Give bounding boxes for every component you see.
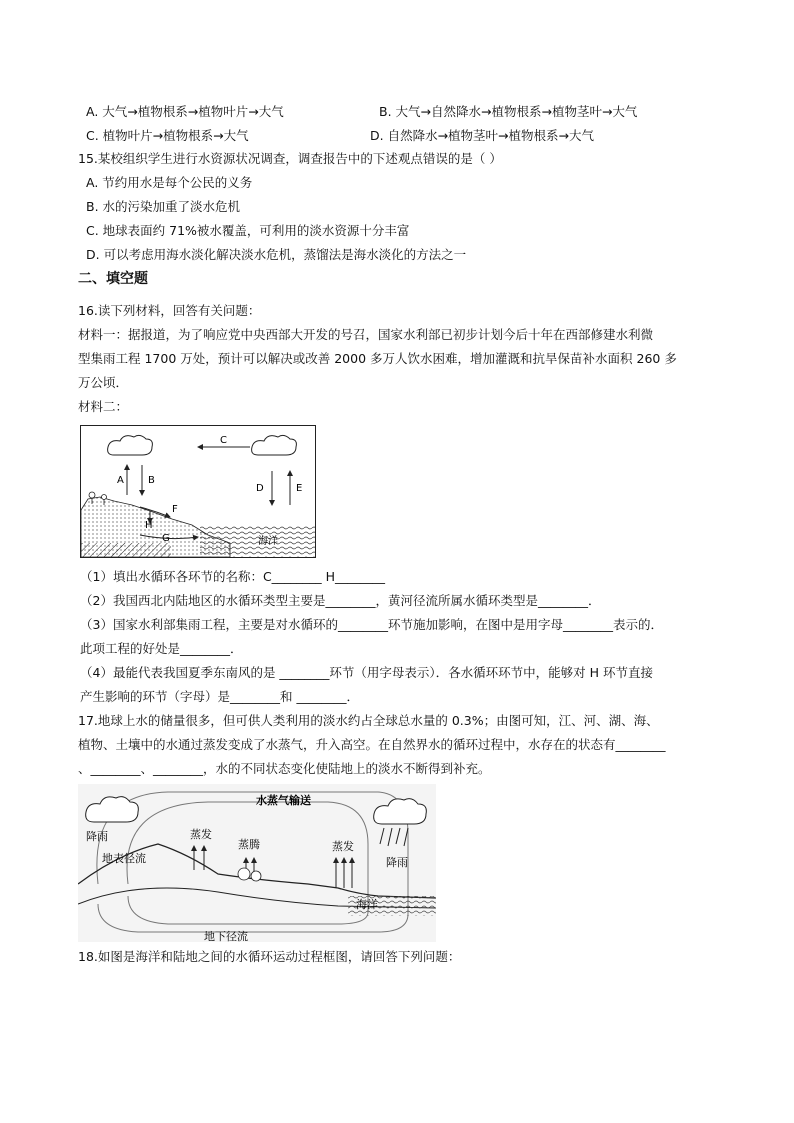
- q16-material2-label: 材料二：: [78, 399, 129, 414]
- q16-material1-line3: 万公顷．: [78, 375, 129, 390]
- label-rain-left: 降雨: [86, 830, 108, 843]
- q16-material1-line1: 材料一：据报道，为了响应党中央西部大开发的号召，国家水利部已初步计划今后十年在西部修建水利微: [78, 327, 654, 342]
- q16-stem: 16.读下列材料，回答有关问题：: [78, 303, 261, 318]
- q17-line3: 、________、________，水的不同状态变化使陆地上的淡水不断得到补充。: [78, 761, 491, 776]
- water-cycle-diagram: [80, 425, 316, 558]
- label-B: B: [148, 475, 155, 486]
- label-vapor: 水蒸气输送: [256, 794, 311, 807]
- q15-option-b: B. 水的污染加重了淡水危机: [86, 199, 241, 214]
- q17-line1: 17.地球上水的储量很多，但可供人类利用的淡水约占全球总水量的 0.3%；由图可知，江、河、湖、海、: [78, 713, 659, 728]
- q14-option-c: C. 植物叶片→植物根系→大气: [86, 128, 249, 143]
- label-transp: 蒸腾: [238, 838, 260, 851]
- label-sea: 海洋: [356, 898, 378, 911]
- label-C: C: [220, 435, 227, 446]
- label-A: A: [117, 475, 124, 486]
- label-groundwater: 地下径流: [204, 930, 248, 942]
- section-title: 二、填空题: [78, 271, 148, 287]
- bedrock-area: [81, 543, 171, 557]
- label-ocean: 海洋: [258, 536, 278, 547]
- label-H: H: [145, 520, 153, 531]
- label-G: G: [162, 533, 170, 544]
- label-E: E: [296, 483, 303, 494]
- q16-sub2: （2）我国西北内陆地区的水循环类型主要是________，黄河径流所属水循环类型是________．: [80, 593, 601, 608]
- q17-line2: 植物、土壤中的水通过蒸发变成了水蒸气，升入高空。在自然界水的循环过程中，水存在的状态有________: [78, 737, 666, 752]
- q15-stem: 15.某校组织学生进行水资源状况调查，调查报告中的下述观点错误的是（ ）: [78, 151, 502, 166]
- label-surface-runoff: 地表径流: [102, 852, 146, 865]
- q15-option-c: C. 地球表面约 71%被水覆盖，可利用的淡水资源十分丰富: [86, 223, 410, 238]
- label-F: F: [172, 504, 178, 515]
- label-evap1: 蒸发: [190, 828, 212, 841]
- label-evap2: 蒸发: [332, 840, 354, 853]
- q16-sub3-line1: （3）国家水利部集雨工程，主要是对水循环的________环节施加影响，在图中是用字母________表示的．: [80, 617, 663, 632]
- natural-water-cycle-figure: [78, 784, 436, 942]
- q14-option-a: A. 大气→植物根系→植物叶片→大气: [86, 104, 284, 119]
- label-D: D: [256, 483, 264, 494]
- q14-option-b: B. 大气→自然降水→植物根系→植物茎叶→大气: [379, 104, 638, 119]
- q15-option-a: A. 节约用水是每个公民的义务: [86, 175, 253, 190]
- q16-sub4-line1: （4）最能代表我国夏季东南风的是 ________环节（用字母表示）．各水循环环节中，能够对 H 环节直接: [80, 665, 654, 680]
- q18-stem: 18.如图是海洋和陆地之间的水循环运动过程框图，请回答下列问题：: [78, 949, 461, 964]
- q16-sub4-line2: 产生影响的环节（字母）是________和 ________．: [80, 689, 359, 704]
- q16-material1-line2: 型集雨工程 1700 万处，预计可以解决或改善 2000 多万人饮水困难，增加灌溉和抗旱保苗补水面积 260 多: [78, 351, 677, 366]
- label-rain-right: 降雨: [386, 856, 408, 869]
- q16-sub3-line2: 此项工程的好处是________．: [80, 641, 243, 656]
- q15-option-d: D. 可以考虑用海水淡化解决淡水危机，蒸馏法是海水淡化的方法之一: [86, 247, 467, 262]
- q14-option-d: D. 自然降水→植物茎叶→植物根系→大气: [370, 128, 594, 143]
- q16-sub1: （1）填出水循环各环节的名称：C________ H________: [80, 569, 386, 584]
